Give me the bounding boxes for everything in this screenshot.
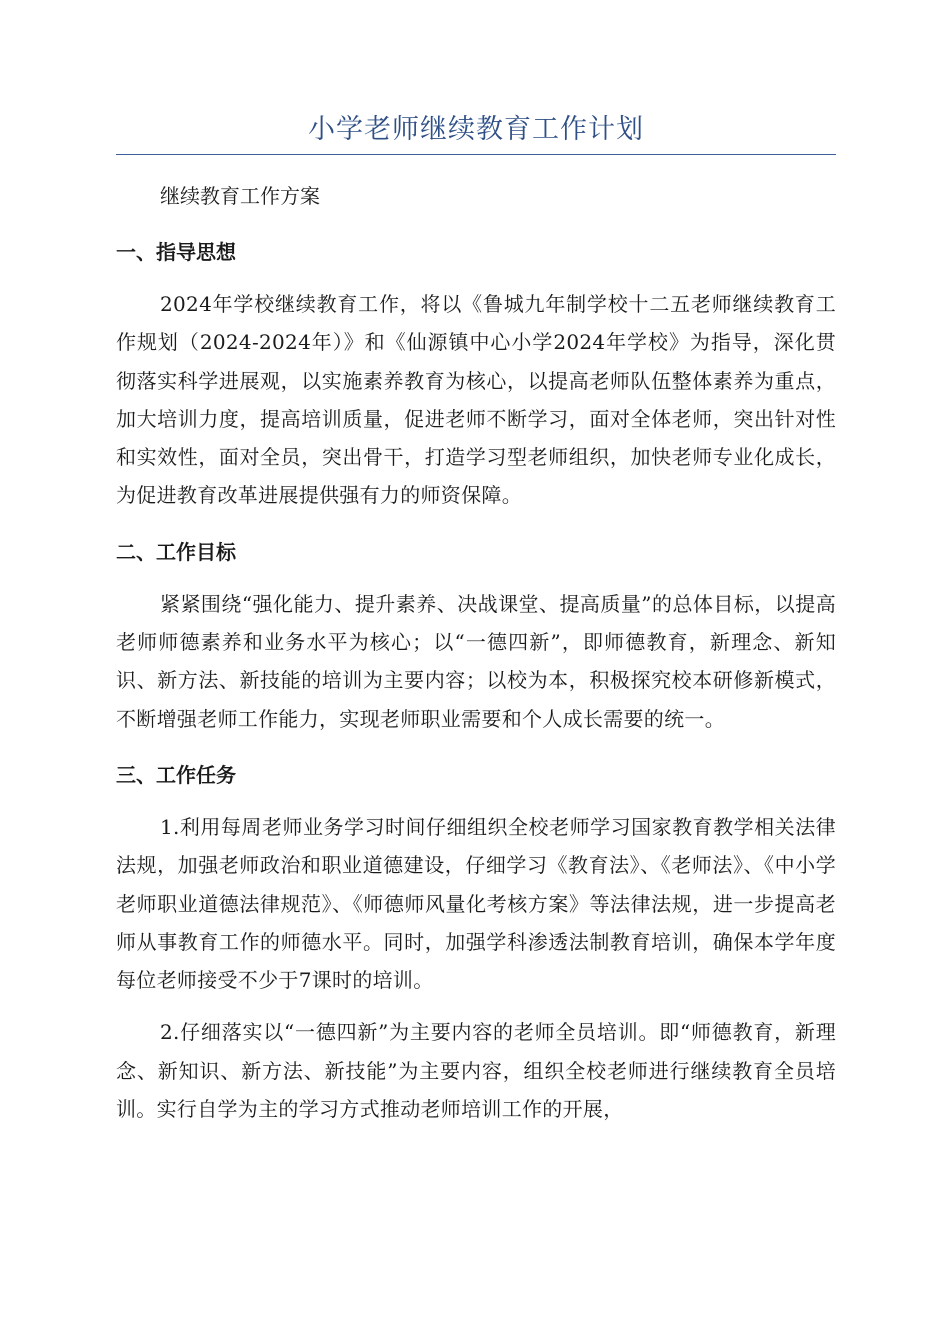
section-work-goals	[116, 533, 836, 738]
section-paragraph: 2.仔细落实以“一德四新”为主要内容的老师全员培训。即“师德教育，新理念、新知识、新方法、新技能”为主要内容，组织全校老师进行继续教育全员培训。实行自学为主的学习方式推动老师培训工作的开展，	[116, 1020, 836, 1122]
section-heading: 一、指导思想	[116, 240, 236, 264]
section-paragraph: 1.利用每周老师业务学习时间仔细组织全校老师学习国家教育教学相关法律法规，加强老师政治和职业道德建设，仔细学习《教育法》、《老师法》、《中小学老师职业道德法律规范》、《师德师风量化考核方案》等法律法规，进一步提高老师从事教育工作的师德水平。同时，加强学科渗透法制教育培训，确保本学年度每位老师接受不少于7课时的培训。	[116, 814, 836, 993]
section-heading: 三、工作任务	[116, 762, 236, 787]
document-title: 小学老师继续教育工作计划	[116, 108, 836, 155]
document-page	[116, 108, 836, 1128]
section-paragraph: 紧紧围绕“强化能力、提升素养、决战课堂、提高质量”的总体目标，以提高老师师德素养和业务水平为核心；以“一德四新”，即师德教育，新理念、新知识、新方法、新技能的培训为主要内容；以校为本，积极探究校本研修新模式，不断增强老师工作能力，实现老师职业需要和个人成长需要的统一。	[116, 591, 836, 731]
section-guiding-ideology	[116, 233, 836, 515]
section-work-tasks	[116, 756, 836, 1128]
document-subtitle: 继续教育工作方案	[160, 184, 320, 208]
section-paragraph: 2024年学校继续教育工作，将以《鲁城九年制学校十二五老师继续教育工作规划（2024-2024年）》和《仙源镇中心小学2024年学校》为指导，深化贯彻落实科学进展观，以实施素养教育为核心，以提高老师队伍整体素养为重点，加大培训力度，提高培训质量，促进老师不断学习，面对全体老师，突出针对性和实效性，面对全员，突出骨干，打造学习型老师组织，加快老师专业化成长，为促进教育改革进展提供强有力的师资保障。	[116, 292, 836, 508]
section-heading: 二、工作目标	[116, 539, 236, 564]
